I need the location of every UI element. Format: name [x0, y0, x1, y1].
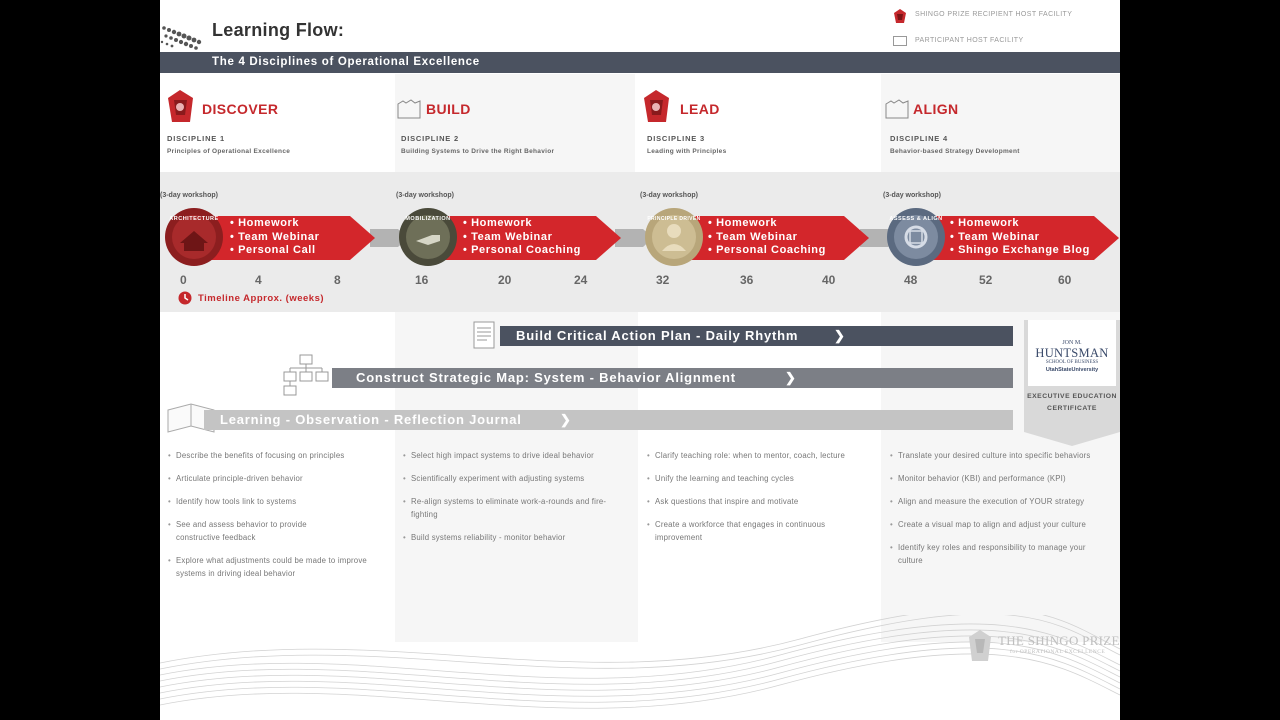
- subtitle-band-text: The 4 Disciplines of Operational Excellence: [212, 56, 480, 68]
- discipline-subtitle: Behavior-based Strategy Development: [890, 148, 1020, 155]
- document-icon: [473, 321, 495, 349]
- week-tick: 52: [979, 273, 993, 287]
- org-chart-icon: [282, 354, 330, 396]
- chevron-right-icon: ❯: [785, 370, 797, 385]
- participant-host-icon: [893, 35, 907, 46]
- workshop-label: (3-day workshop): [883, 192, 941, 199]
- activity-item: • Shingo Exchange Blog: [950, 244, 1090, 256]
- discipline-number: DISCIPLINE 2: [401, 134, 459, 143]
- shingo-prize-logo: [968, 627, 1118, 667]
- shingo-logo-icon: [968, 629, 992, 663]
- badge-text: MOBILIZATION: [405, 216, 451, 222]
- list-item: • See and assess behavior to provide constructive feedback: [168, 518, 341, 544]
- week-tick: 32: [656, 273, 670, 287]
- list-item: • Explore what adjustments could be made to improve systems in driving ideal behavior: [168, 554, 371, 580]
- workshop-label: (3-day workshop): [160, 192, 218, 199]
- activity-list: [950, 217, 1090, 258]
- week-tick: 40: [822, 273, 836, 287]
- discipline-subtitle: Principles of Operational Excellence: [167, 148, 291, 155]
- discipline-name: ALIGN: [913, 101, 959, 117]
- list-item: • Re-align systems to eliminate work-a-rounds and fire-fighting: [403, 495, 611, 521]
- outcome-list-align: [890, 449, 1118, 577]
- list-item: • Create a workforce that engages in continuous improvement: [647, 518, 855, 544]
- week-tick: 20: [498, 273, 512, 287]
- journal-label: Learning - Observation - Reflection Journal: [220, 412, 522, 427]
- week-tick: 16: [415, 273, 429, 287]
- activity-item: • Team Webinar: [708, 230, 798, 243]
- discipline-name: LEAD: [680, 101, 720, 117]
- journal-bar: [204, 410, 1013, 430]
- shingo-recipient-icon: [166, 88, 196, 124]
- outcome-list-discover: [168, 449, 383, 590]
- list-item: • Unify the learning and teaching cycles: [647, 472, 862, 485]
- list-item: • Ask questions that inspire and motivate: [647, 495, 862, 508]
- assess-align-badge: [886, 207, 946, 267]
- discipline-header-align: [881, 74, 1120, 172]
- shingo-logo-subtext: for OPERATIONAL EXCELLENCE: [1010, 649, 1106, 655]
- activity-item: • Personal Coaching: [708, 244, 826, 256]
- discipline-header-lead: [638, 74, 878, 172]
- week-tick: 24: [574, 273, 588, 287]
- mobilization-badge: [398, 207, 458, 267]
- cert-line1: EXECUTIVE EDUCATION: [1027, 393, 1117, 400]
- list-item: • Describe the benefits of focusing on principles: [168, 449, 383, 462]
- activity-item: • Team Webinar: [463, 230, 553, 243]
- badge-text: ASSESS & ALIGN: [889, 216, 943, 222]
- page-title: Learning Flow:: [212, 20, 345, 40]
- huntsman-badge: [1024, 320, 1120, 446]
- school-line4: UtahStateUniversity: [1045, 367, 1099, 373]
- week-tick: 36: [740, 273, 754, 287]
- discipline-name: BUILD: [426, 101, 471, 117]
- workshop-label: (3-day workshop): [396, 192, 454, 199]
- action-plan-bar: [500, 326, 1013, 346]
- discipline-header-build: [395, 74, 635, 172]
- activity-item: • Homework: [230, 217, 300, 229]
- list-item: • Select high impact systems to drive ideal behavior: [403, 449, 618, 462]
- workshop-label: (3-day workshop): [640, 192, 698, 199]
- discipline-number: DISCIPLINE 3: [647, 134, 705, 143]
- principle-driven-badge: [644, 207, 704, 267]
- list-item: • Monitor behavior (KBI) and performance (KPI): [890, 472, 1118, 485]
- week-tick: 60: [1058, 273, 1072, 287]
- chevron-right-icon: ❯: [560, 412, 572, 427]
- activity-list: [230, 217, 319, 258]
- outcome-list-lead: [647, 449, 862, 554]
- shingo-recipient-icon: [642, 88, 672, 124]
- outcome-list-build: [403, 449, 618, 554]
- list-item: • Articulate principle-driven behavior: [168, 472, 383, 485]
- discipline-subtitle: Leading with Principles: [647, 148, 727, 155]
- list-item: • Build systems reliability - monitor behavior: [403, 531, 618, 544]
- activity-item: • Team Webinar: [230, 230, 320, 243]
- architecture-badge: [164, 207, 224, 267]
- cert-line2: CERTIFICATE: [1047, 405, 1097, 412]
- activity-item: • Homework: [463, 217, 533, 229]
- legend-recipient-label: SHINGO PRIZE RECIPIENT HOST FACILITY: [915, 11, 1073, 18]
- list-item: • Identify key roles and responsibility to manage your culture: [890, 541, 1098, 567]
- list-item: • Clarify teaching role: when to mentor, coach, lecture: [647, 449, 885, 462]
- legend-participant-label: PARTICIPANT HOST FACILITY: [915, 37, 1024, 44]
- badge-ribbon: [1024, 320, 1120, 446]
- discipline-number: DISCIPLINE 1: [167, 134, 225, 143]
- list-item: • Create a visual map to align and adjust your culture: [890, 518, 1118, 531]
- strategic-map-bar: [332, 368, 1013, 388]
- discipline-number: DISCIPLINE 4: [890, 134, 948, 143]
- list-item: • Scientifically experiment with adjusting systems: [403, 472, 618, 485]
- badge-text: ARCHITECTURE: [169, 216, 219, 222]
- badge-text: PRINCIPLE DRIVEN: [647, 216, 701, 222]
- slide: [160, 0, 1120, 720]
- chevron-right-icon: ❯: [834, 328, 846, 343]
- activity-item: • Team Webinar: [950, 230, 1040, 243]
- activity-list: [708, 217, 826, 258]
- activity-item: • Personal Call: [230, 244, 316, 256]
- list-item: • Align and measure the execution of YOUR strategy: [890, 495, 1118, 508]
- clock-icon: [178, 291, 192, 305]
- dots-decoration: [160, 22, 208, 52]
- strategic-map-label: Construct Strategic Map: System - Behavior Alignment: [356, 370, 736, 385]
- list-item: • Translate your desired culture into specific behaviors: [890, 449, 1118, 462]
- week-tick: 48: [904, 273, 918, 287]
- timeline-label: Timeline Approx. (weeks): [198, 293, 325, 304]
- list-item: • Identify how tools link to systems: [168, 495, 383, 508]
- school-line3: SCHOOL OF BUSINESS: [1045, 360, 1099, 365]
- discipline-name: DISCOVER: [202, 101, 279, 117]
- activity-list: [463, 217, 581, 258]
- school-line1: JON M.: [1062, 340, 1082, 346]
- week-tick: 8: [334, 273, 341, 287]
- discipline-subtitle: Building Systems to Drive the Right Behavior: [401, 148, 555, 155]
- school-line2: HUNTSMAN: [1035, 346, 1109, 360]
- week-tick: 0: [180, 273, 187, 287]
- activity-item: • Personal Coaching: [463, 244, 581, 256]
- action-plan-label: Build Critical Action Plan - Daily Rhythm: [516, 328, 799, 343]
- participant-host-icon: [397, 99, 421, 119]
- activity-item: • Homework: [708, 217, 778, 229]
- week-tick: 4: [255, 273, 262, 287]
- subtitle-band: [160, 52, 1120, 73]
- shingo-recipient-icon: [893, 8, 907, 24]
- activity-item: • Homework: [950, 217, 1020, 229]
- discipline-header-discover: [160, 74, 400, 172]
- participant-host-icon: [885, 99, 909, 119]
- shingo-logo-text: THE SHINGO PRIZE: [998, 633, 1120, 648]
